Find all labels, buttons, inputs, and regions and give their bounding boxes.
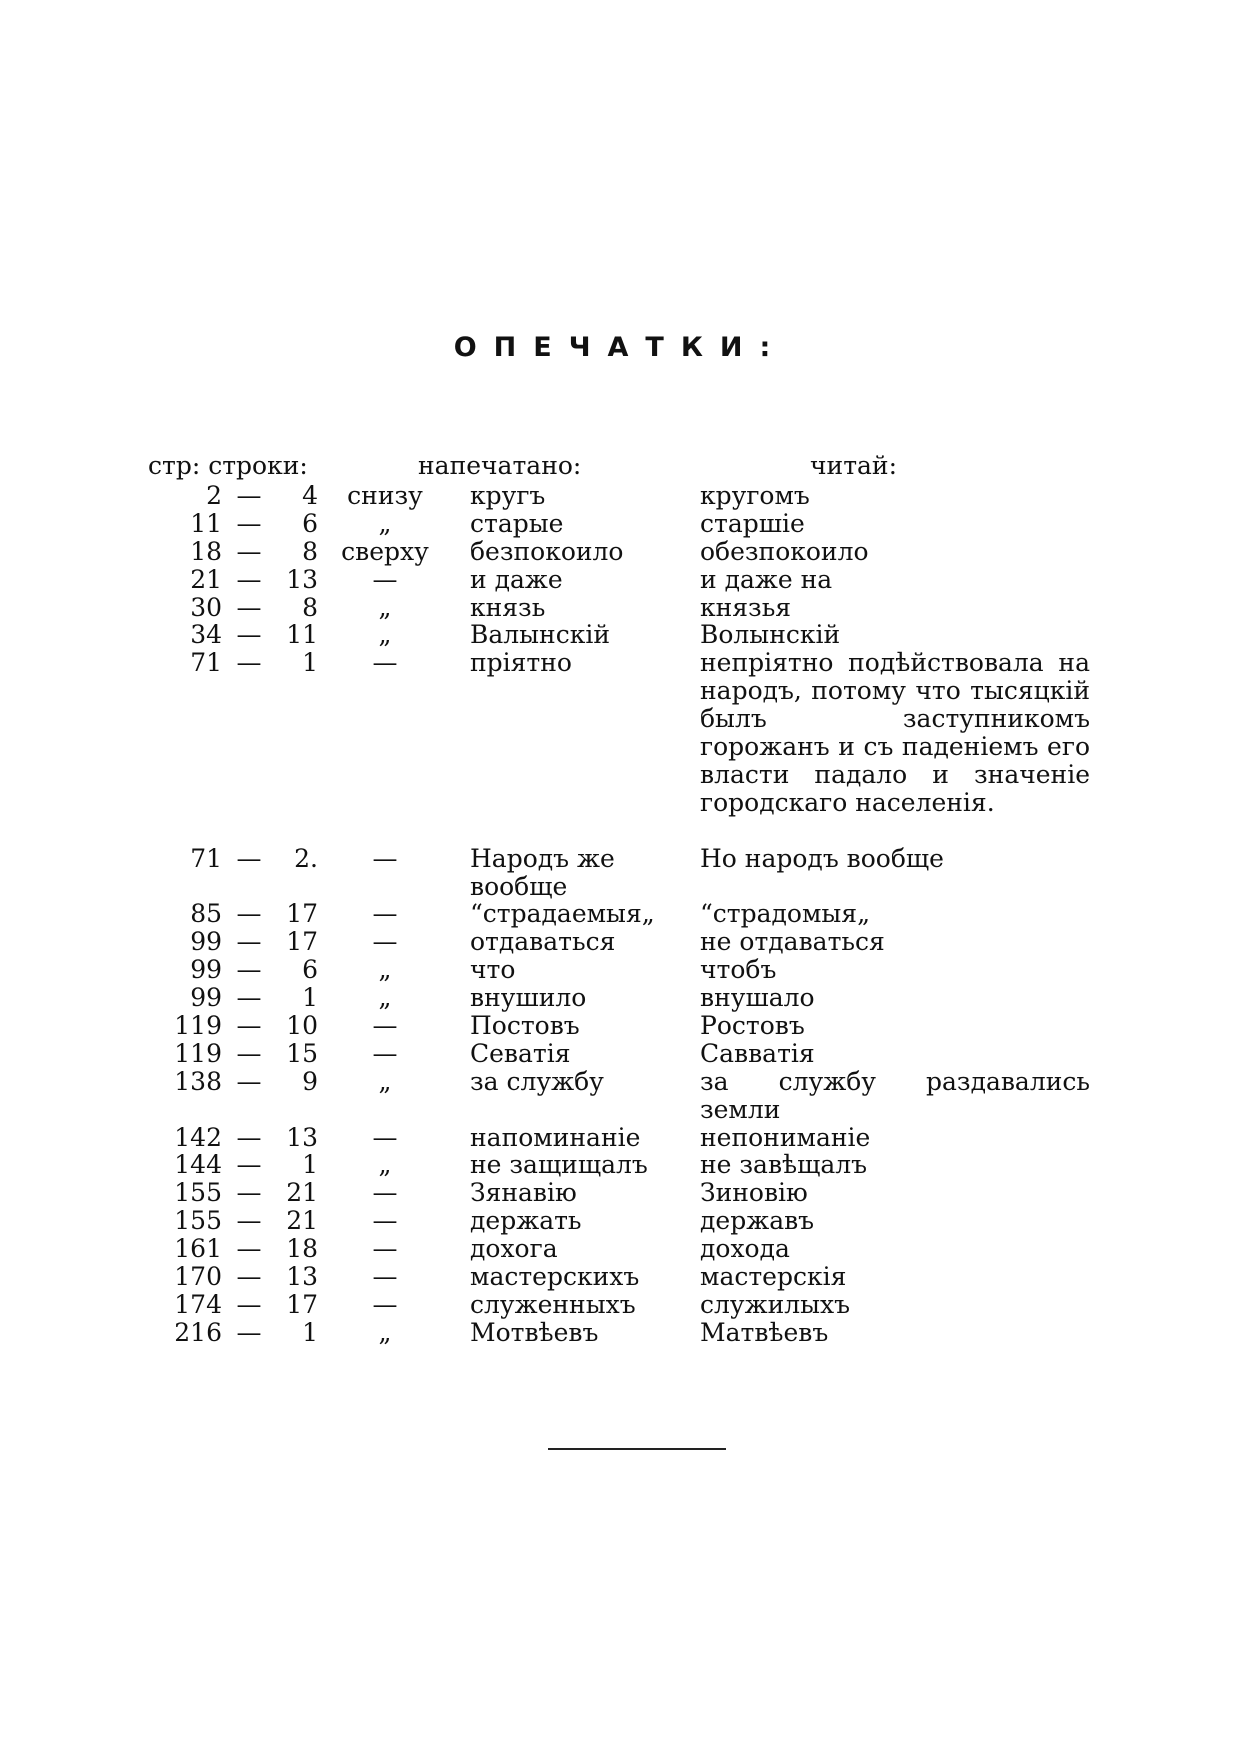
errata-line: 17 — [286, 1289, 318, 1319]
errata-pos: сверху — [341, 536, 429, 566]
errata-read: непониманіе — [700, 1122, 871, 1152]
errata-dash: — — [236, 648, 262, 678]
errata-dash: — — [236, 1150, 262, 1180]
errata-printed: внушило — [470, 983, 587, 1013]
page-title: ОПЕЧАТКИ: — [453, 332, 788, 363]
errata-row — [160, 1207, 1090, 1235]
errata-page: 34 — [190, 620, 222, 650]
errata-dash: — — [236, 1234, 262, 1264]
errata-printed: мастерскихъ — [470, 1262, 640, 1292]
errata-row — [160, 1179, 1090, 1207]
errata-read: чтобъ — [700, 955, 777, 985]
errata-line: 21 — [286, 1178, 318, 1208]
errata-page: 174 — [174, 1289, 222, 1319]
errata-page: 119 — [174, 1038, 222, 1068]
errata-page: 216 — [174, 1317, 222, 1347]
errata-row — [160, 482, 1090, 510]
errata-row — [160, 1263, 1090, 1291]
errata-row — [160, 1040, 1090, 1068]
errata-pos: — — [372, 1122, 398, 1152]
errata-printed: напоминаніе — [470, 1122, 641, 1152]
errata-table — [148, 451, 1090, 1347]
errata-line: 6 — [302, 508, 318, 538]
errata-pos: — — [372, 564, 398, 594]
errata-row — [160, 538, 1090, 566]
errata-read: “страдомыя„ — [700, 899, 871, 929]
errata-read: державъ — [700, 1206, 815, 1236]
errata-dash: — — [236, 620, 262, 650]
errata-page: 85 — [190, 899, 222, 929]
errata-dash: — — [236, 536, 262, 566]
header-page-line: стр: строки: — [148, 451, 308, 480]
errata-pos: „ — [378, 592, 392, 622]
errata-page: 2 — [206, 481, 222, 510]
errata-page: 155 — [174, 1178, 222, 1208]
errata-pos: „ — [378, 1150, 392, 1180]
errata-page: 18 — [190, 536, 222, 566]
errata-read: внушало — [700, 983, 815, 1013]
errata-row — [160, 510, 1090, 538]
errata-page: 30 — [190, 592, 222, 622]
errata-pos: — — [372, 648, 398, 678]
errata-read: мастерскія — [700, 1262, 847, 1292]
errata-line: 2. — [294, 843, 318, 873]
errata-dash: — — [236, 983, 262, 1013]
errata-read: старшіе — [700, 508, 805, 538]
errata-row — [160, 1012, 1090, 1040]
errata-printed: безпокоило — [470, 536, 624, 566]
errata-dash: — — [236, 1122, 262, 1152]
header-printed: напечатано: — [418, 451, 582, 480]
errata-read: непріятно подѣйствовала на народъ, потому что тысяцкій былъ заступникомъ горожанъ и съ паденіемъ его власти падало и значеніе городскаго населенія. — [700, 648, 1090, 817]
errata-dash: — — [236, 1066, 262, 1096]
errata-page: 144 — [174, 1150, 222, 1180]
errata-page: 119 — [174, 1011, 222, 1040]
errata-pos: — — [372, 1289, 398, 1319]
errata-dash: — — [236, 927, 262, 957]
errata-read: обезпокоило — [700, 536, 869, 566]
errata-row — [160, 1319, 1090, 1347]
errata-read: не отдаваться — [700, 927, 885, 957]
errata-dash: — — [236, 508, 262, 538]
errata-read: Савватія — [700, 1038, 815, 1068]
errata-row — [160, 956, 1090, 984]
errata-line: 21 — [286, 1206, 318, 1236]
errata-line: 13 — [286, 1262, 318, 1292]
errata-page: 155 — [174, 1206, 222, 1236]
errata-page: 99 — [190, 927, 222, 957]
errata-printed: служенныхъ — [470, 1289, 636, 1319]
errata-header — [148, 451, 1090, 482]
errata-row — [160, 566, 1090, 594]
errata-printed: держать — [470, 1206, 582, 1236]
errata-page: 138 — [174, 1066, 222, 1096]
errata-line: 1 — [302, 1317, 318, 1347]
errata-read: не завѣщалъ — [700, 1150, 868, 1180]
errata-printed: Мотвѣевъ — [470, 1317, 599, 1347]
errata-line: 15 — [286, 1038, 318, 1068]
errata-dash: — — [236, 1011, 262, 1040]
errata-dash: — — [236, 1178, 262, 1208]
errata-printed: что — [470, 955, 516, 985]
errata-line: 1 — [302, 648, 318, 678]
errata-printed: и даже — [470, 564, 563, 594]
errata-page: 21 — [190, 564, 222, 594]
errata-printed: отдаваться — [470, 927, 616, 957]
errata-row — [160, 1124, 1090, 1152]
errata-dash: — — [236, 899, 262, 929]
errata-dash: — — [236, 1317, 262, 1347]
errata-printed: не защищалъ — [470, 1150, 648, 1180]
errata-line: 17 — [286, 927, 318, 957]
errata-page: 71 — [190, 648, 222, 678]
errata-page: 99 — [190, 955, 222, 985]
errata-dash: — — [236, 564, 262, 594]
errata-row — [160, 1235, 1090, 1263]
errata-dash: — — [236, 1038, 262, 1068]
errata-pos: „ — [378, 1066, 392, 1096]
errata-pos: „ — [378, 1317, 392, 1347]
divider-rule — [548, 1448, 726, 1450]
errata-row — [160, 900, 1090, 928]
errata-line: 1 — [302, 983, 318, 1013]
errata-row — [160, 649, 1090, 844]
errata-dash: — — [236, 1206, 262, 1236]
errata-printed: дохога — [470, 1234, 558, 1264]
errata-read: кругомъ — [700, 481, 810, 510]
errata-line: 18 — [286, 1234, 318, 1264]
errata-pos: — — [372, 843, 398, 873]
errata-row — [160, 1068, 1090, 1124]
errata-dash: — — [236, 843, 262, 873]
errata-read: Ростовъ — [700, 1011, 805, 1040]
errata-row — [160, 845, 1090, 901]
errata-page: 71 — [190, 843, 222, 873]
errata-pos: — — [372, 1234, 398, 1264]
errata-read: Волынскій — [700, 620, 841, 650]
errata-read: Зиновію — [700, 1178, 808, 1208]
errata-pos: снизу — [347, 481, 423, 510]
errata-read: Матвѣевъ — [700, 1317, 829, 1347]
errata-pos: — — [372, 927, 398, 957]
errata-printed: старые — [470, 508, 564, 538]
errata-printed: Валынскій — [470, 620, 611, 650]
errata-read: за службу раздавались земли — [700, 1066, 1090, 1124]
errata-page: 170 — [174, 1262, 222, 1292]
errata-read: Но народъ вообще — [700, 843, 944, 873]
errata-printed: князь — [470, 592, 546, 622]
errata-page: 142 — [174, 1122, 222, 1152]
errata-line: 4 — [302, 481, 318, 510]
errata-row — [160, 1291, 1090, 1319]
errata-row — [160, 621, 1090, 649]
errata-page: 161 — [174, 1234, 222, 1264]
errata-read: дохода — [700, 1234, 790, 1264]
errata-line: 13 — [286, 1122, 318, 1152]
errata-printed: Севатія — [470, 1038, 571, 1068]
errata-pos: „ — [378, 955, 392, 985]
errata-read: князья — [700, 592, 792, 622]
errata-printed: Постовъ — [470, 1011, 580, 1040]
errata-dash: — — [236, 1262, 262, 1292]
errata-line: 10 — [286, 1011, 318, 1040]
errata-line: 1 — [302, 1150, 318, 1180]
errata-page: 11 — [190, 508, 222, 538]
errata-pos: „ — [378, 508, 392, 538]
errata-row — [160, 1151, 1090, 1179]
errata-read: служилыхъ — [700, 1289, 851, 1319]
errata-line: 8 — [302, 536, 318, 566]
errata-printed: Народъ же вообще — [470, 843, 615, 901]
errata-line: 13 — [286, 564, 318, 594]
errata-line: 17 — [286, 899, 318, 929]
errata-pos: „ — [378, 983, 392, 1013]
errata-line: 11 — [286, 620, 318, 650]
errata-printed: “страдаемыя„ — [470, 899, 655, 929]
errata-pos: — — [372, 1178, 398, 1208]
errata-printed: кругъ — [470, 481, 546, 510]
errata-row — [160, 984, 1090, 1012]
errata-dash: — — [236, 1289, 262, 1319]
errata-dash: — — [236, 592, 262, 622]
errata-printed: пріятно — [470, 648, 572, 678]
errata-rows — [160, 482, 1090, 1347]
errata-printed: Зянавію — [470, 1178, 577, 1208]
errata-row — [160, 928, 1090, 956]
errata-line: 6 — [302, 955, 318, 985]
errata-pos: „ — [378, 620, 392, 650]
errata-read: и даже на — [700, 564, 833, 594]
header-read: читай: — [810, 451, 898, 480]
errata-dash: — — [236, 955, 262, 985]
errata-line: 8 — [302, 592, 318, 622]
errata-pos: — — [372, 1038, 398, 1068]
errata-pos: — — [372, 1262, 398, 1292]
errata-printed: за службу — [470, 1066, 604, 1096]
errata-line: 9 — [302, 1066, 318, 1096]
errata-pos: — — [372, 1011, 398, 1040]
errata-dash: — — [236, 481, 262, 510]
errata-page: 99 — [190, 983, 222, 1013]
errata-pos: — — [372, 1206, 398, 1236]
errata-row — [160, 594, 1090, 622]
errata-pos: — — [372, 899, 398, 929]
